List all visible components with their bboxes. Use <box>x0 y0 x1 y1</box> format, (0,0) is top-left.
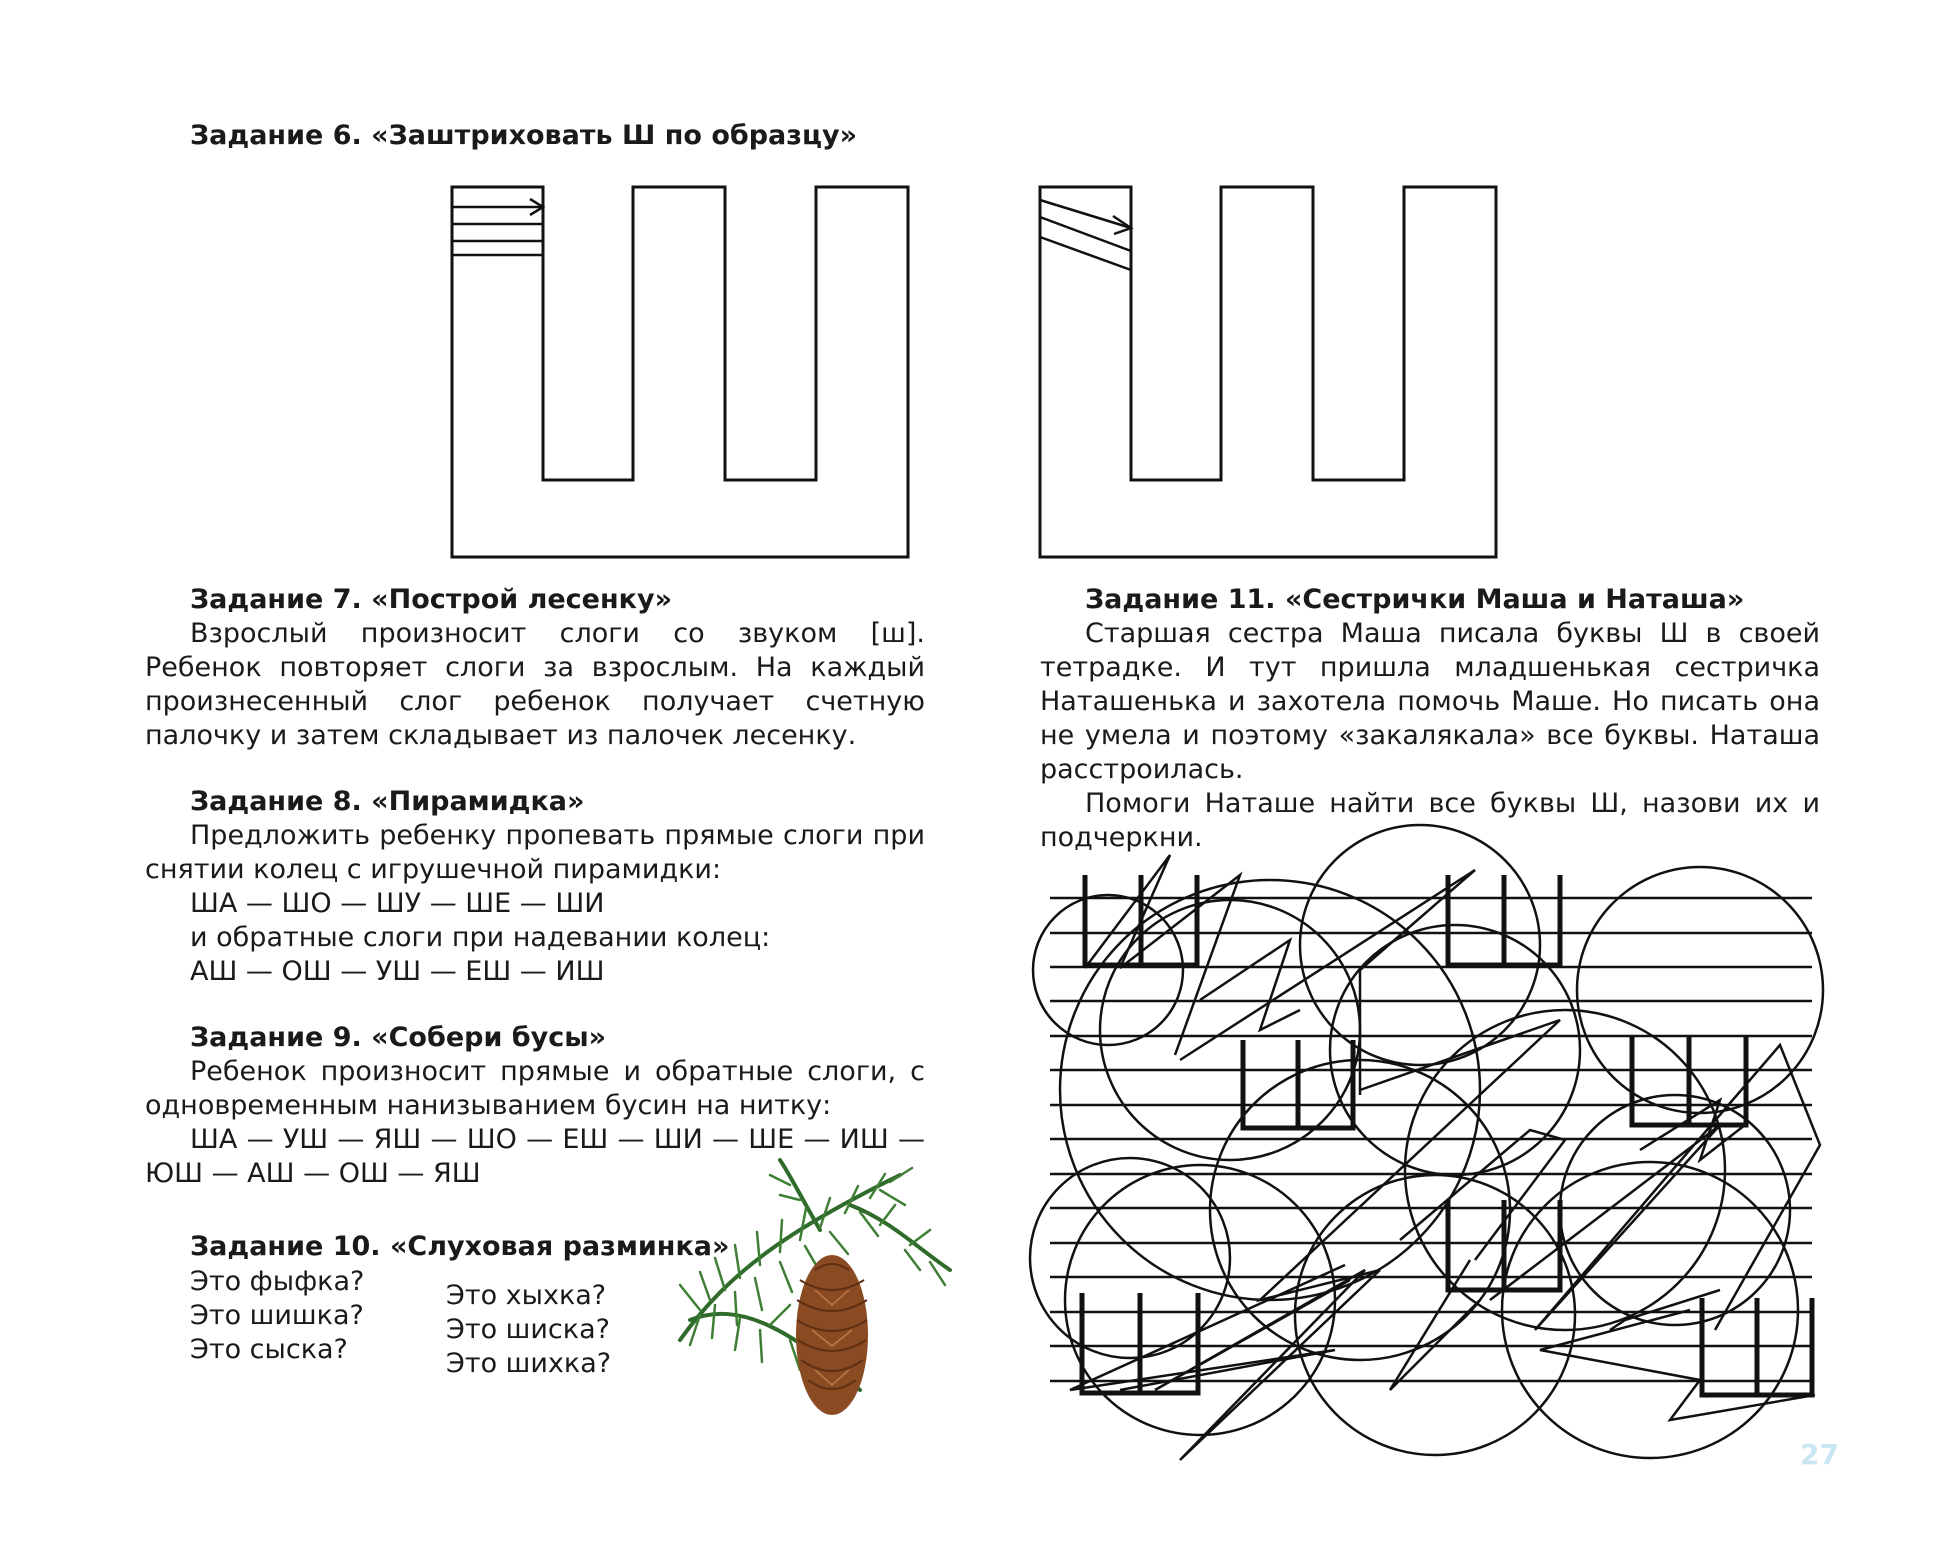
task9-title: Задание 9. «Собери бусы» <box>190 1022 607 1053</box>
task8-direct-syllables: ША — ШО — ШУ — ШЕ — ШИ <box>190 888 605 919</box>
task10-question: Это шишка? <box>190 1300 364 1331</box>
task6-title: Задание 6. «Заштриховать Ш по образцу» <box>190 120 858 151</box>
task11-text-2: Помоги Наташе найти все буквы Ш, назови их и подчеркни. <box>1040 788 1820 853</box>
task10-question: Это шихка? <box>446 1348 612 1379</box>
task8-reverse-syllables: АШ — ОШ — УШ — ЕШ — ИШ <box>190 956 605 987</box>
task10-question: Это шиска? <box>446 1314 610 1345</box>
task7-text: Взрослый произносит слоги со звуком [ш]. Ребенок повторяет слоги за взрослым. На каждый произнесенный слог ребенок получает счетную палочку и затем складывает из палочек лесенку. <box>145 618 925 751</box>
task10-title: Задание 10. «Слуховая разминка» <box>190 1231 730 1262</box>
task8-title: Задание 8. «Пирамидка» <box>190 786 585 817</box>
task10-question: Это хыхка? <box>446 1280 607 1311</box>
task8-reverse-note: и обратные слоги при надевании колец: <box>190 922 771 953</box>
task9-text: Ребенок произносит прямые и обратные слоги, с одновременным нанизыванием бусин на нитку: <box>145 1056 925 1121</box>
page-number: 27 <box>1800 1438 1839 1471</box>
task8-intro: Предложить ребенку пропевать прямые слоги при снятии колец с игрушечной пирамидки: <box>145 820 925 885</box>
task11-title: Задание 11. «Сестрички Маша и Наташа» <box>1085 584 1745 615</box>
task10-question: Это сыска? <box>190 1334 348 1365</box>
task11-text-1: Старшая сестра Маша писала буквы Ш в своей тетрадке. И тут пришла младшенькая сестричка Наташенька и захотела помочь Маше. Но писать она не умела и поэтому «закалякала» все буквы. Наташа расстроилась. <box>1040 618 1820 785</box>
task9-syllables: ША — УШ — ЯШ — ШО — ЕШ — ШИ — ШЕ — ИШ — ЮШ — АШ — ОШ — ЯШ <box>145 1124 925 1189</box>
task7-title: Задание 7. «Построй лесенку» <box>190 584 673 615</box>
task10-question: Это фыфка? <box>190 1266 365 1297</box>
